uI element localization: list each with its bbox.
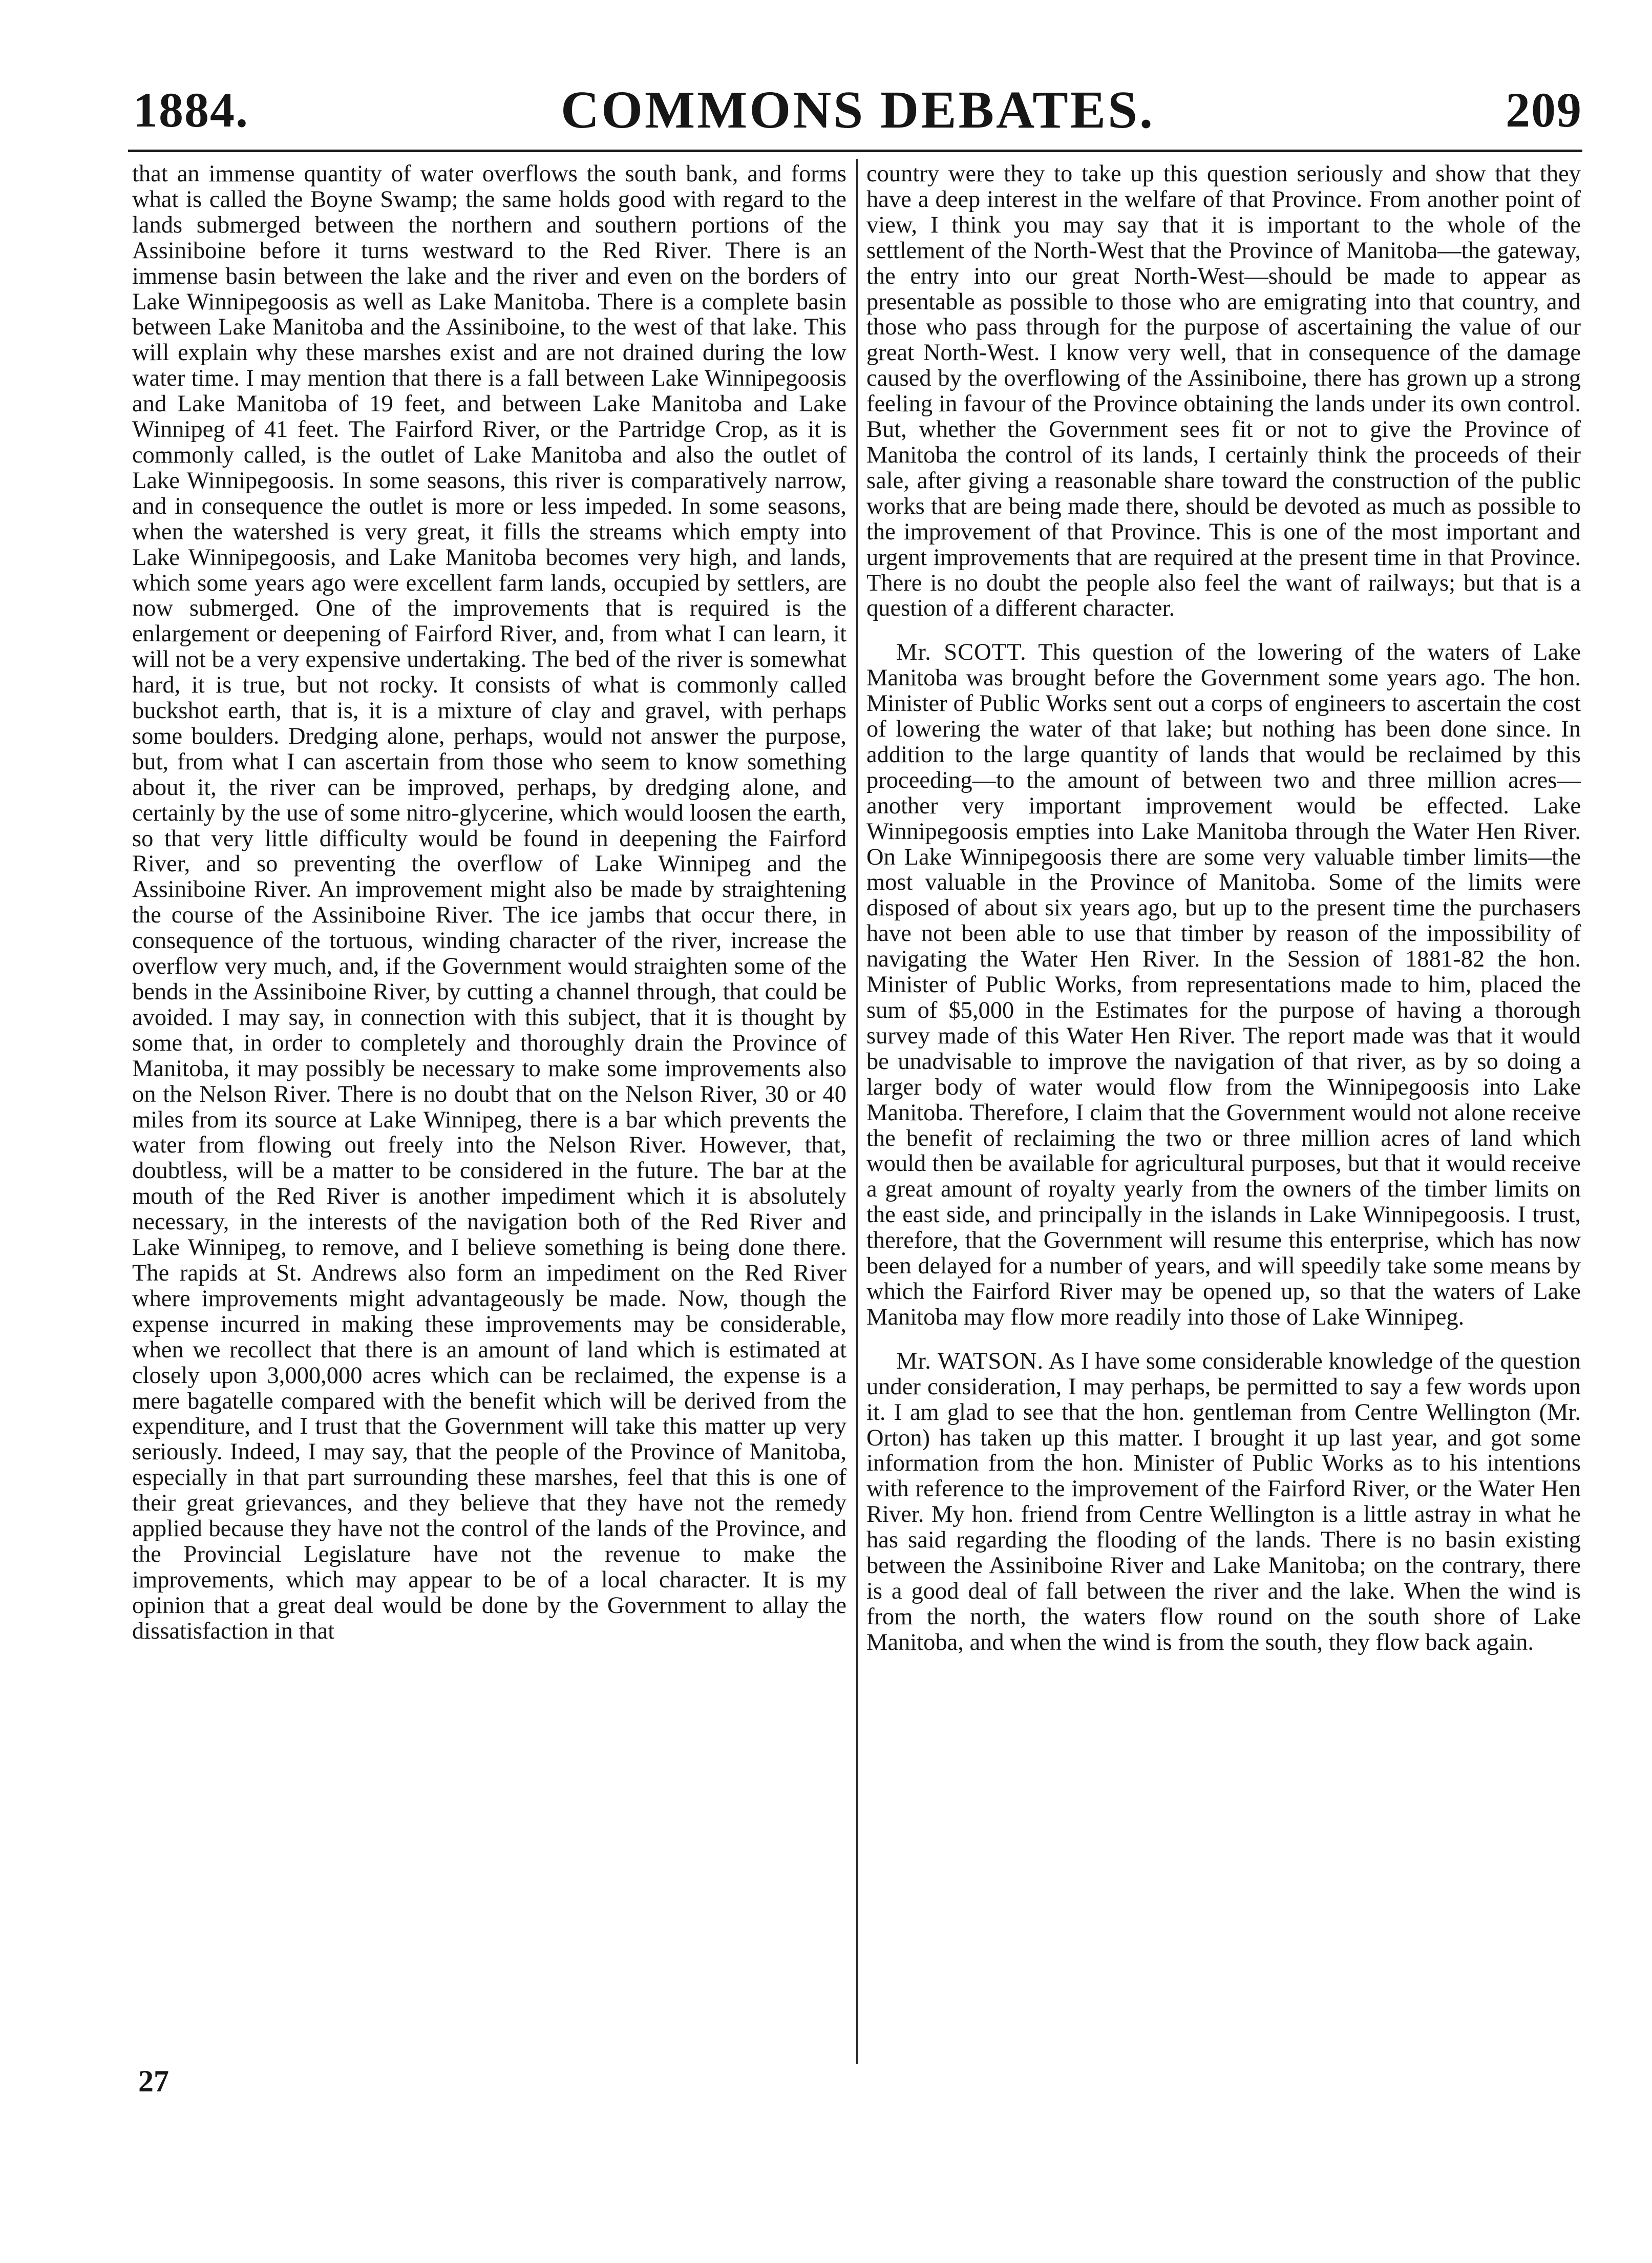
speech-watson [866,1349,1581,1656]
speech-text: This question of the lowering of the waters of Lake Manitoba was brought before the Government some years ago. The hon. Minister of Public Works sent out a corps of engineers to ascertain the cost of lowering the water of that lake; but nothing has been done since. In addition to the large quantity of lands that would be reclaimed by this proceeding—to the amount of between two and three million acres—another very important improvement would be effected. Lake Winnipegoosis empties into Lake Manitoba through the Water Hen River. On Lake Winnipegoosis there are some very valuable timber limits—the most valuable in the Province of Manitoba. Some of the limits were disposed of about six years ago, but up to the present time the purchasers have not been able to use that timber by reason of the impossibility of navigating the Water Hen River. In the Session of 1881-82 the hon. Minister of Public Works, from representations made to him, placed the sum of $5,000 in the Estimates for the purpose of having a thorough survey made of this Water Hen River. The report made was that it would be unadvisable to improve the navigation of that river, as by so doing a larger body of water would flow from the Winnipegoosis into Lake Manitoba. Therefore, I claim that the Government would not alone receive the benefit of reclaiming the two or three million acres of land which would then be available for agricultural purposes, but that it would receive a great amount of royalty yearly from the owners of the timber limits on the east side, and principally in the islands in Lake Winnipegoosis. I trust, therefore, that the Government will resume this enterprise, which has now been delayed for a number of years, and will speedily take some means by which the Fairford River may be opened up, so that the waters of Lake Manitoba may flow more readily into those of Lake Winnipeg. [866,639,1581,1330]
header-title: COMMONS DEBATES. [561,80,1155,139]
left-paragraph: that an immense quantity of water overflows the south bank, and forms what is called the Boyne Swamp; the same holds good with regard to the lands submerged between the northern and southern portions of the Assiniboine before it turns westward to the Red River. There is an immense basin between the lake and the river and even on the borders of Lake Winnipegoosis as well as Lake Manitoba. There is a complete basin between Lake Manitoba and the Assiniboine, to the west of that lake. This will explain why these marshes exist and are not drained during the low water time. I may mention that there is a fall between Lake Winnipegoosis and Lake Manitoba of 19 feet, and between Lake Manitoba and Lake Winnipeg of 41 feet. The Fairford River, or the Partridge Crop, as it is commonly called, is the outlet of Lake Manitoba and also the outlet of Lake Winnipegoosis. In some seasons, this river is comparatively narrow, and in consequence the outlet is more or less impeded. In some seasons, when the watershed is very great, it fills the streams which empty into Lake Winnipegoosis, and Lake Manitoba becomes very high, and lands, which some years ago were excellent farm lands, occupied by settlers, are now submerged. One of the improvements that is required is the enlargement or deepening of Fairford River, and, from what I can learn, it will not be a very expensive undertaking. The bed of the river is somewhat hard, it is true, but not rocky. It consists of what is commonly called buckshot earth, that is, it is a mixture of clay and gravel, with perhaps some boulders. Dredging alone, perhaps, would not answer the purpose, but, from what I can ascertain from those who seem to know something about it, the river can be improved, perhaps, by dredging alone, and certainly by the use of some nitro-glycerine, which would loosen the earth, so that very little difficulty would be found in deepening the Fairford River, and so preventing the overflow of Lake Winnipeg and the Assiniboine River. An improvement might also be made by straightening the course of the Assiniboine River. The ice jambs that occur there, in consequence of the tortuous, winding character of the river, increase the overflow very much, and, if the Government would straighten some of the bends in the Assiniboine River, by cutting a channel through, that could be avoided. I may say, in connection with this subject, that it is thought by some that, in order to completely and thoroughly drain the Province of Manitoba, it may possibly be necessary to make some improvements also on the Nelson River. There is no doubt that on the Nelson River, 30 or 40 miles from its source at Lake Winnipeg, there is a bar which prevents the water from flowing out freely into the Nelson River. However, that, doubtless, will be a matter to be considered in the future. The bar at the mouth of the Red River is another impediment which it is absolutely necessary, in the interests of the navigation both of the Red River and Lake Winnipeg, to remove, and I believe something is being done there. The rapids at St. Andrews also form an impediment on the Red River where improvements might advantageously be made. Now, though the expense incurred in making these improvements may be considerable, when we recollect that there is an amount of land which is estimated at closely upon 3,000,000 acres which can be reclaimed, the expense is a mere bagatelle compared with the benefit which will be derived from the expenditure, and I trust that the Government will take this matter up very seriously. Indeed, I may say, that the people of the Province of Manitoba, especially in that part surrounding these marshes, feel that this is one of their great grievances, and they believe that they have not the remedy applied because they have not the control of the lands of the Province, and the Provincial Legislature have not the revenue to make the improvements, which may appear to be of a local character. It is my opinion that a great deal would be done by the Government to allay the dissatisfaction in that [132,161,846,1644]
header-year: 1884. [133,82,249,137]
speaker-name: Mr. SCOTT. [896,639,1027,666]
continuation-paragraph: country were they to take up this question seriously and show that they have a deep interest in the welfare of that Province. From another point of view, I think you may say that it is important to the whole of the settlement of the North-West that the Province of Manitoba—the gateway, the entry into our great North-West—should be made to appear as presentable as possible to those who are emigrating into that country, and those who pass through for the purpose of ascertaining the value of our great North-West. I know very well, that in consequence of the damage caused by the overflowing of the Assiniboine, there has grown up a strong feeling in favour of the Province obtaining the lands under its own control. But, whether the Government sees fit or not to give the Province of Manitoba the control of its lands, I certainly think the proceeds of their sale, after giving a reasonable share toward the construction of the public works that are being made there, should be devoted as much as possible to the improvement of that Province. This is one of the most important and urgent improvements that are required at the present time in that Province. There is no doubt the people also feel the want of railways; but that is a question of a different character. [866,161,1581,622]
speaker-name: Mr. WATSON. [896,1348,1044,1374]
speech-scott [866,640,1581,1330]
right-column [866,161,1581,1656]
header-rule [128,150,1582,152]
signature-mark: 27 [138,2064,169,2098]
page-header [133,77,1582,143]
column-divider [856,159,858,2064]
left-column [132,161,846,1644]
speech-text: As I have some considerable knowledge of the question under consideration, I may perhaps, be permitted to say a few words upon it. I am glad to see that the hon. gentleman from Centre Wellington (Mr. Orton) has taken up this matter. I brought it up last year, and got some information from the hon. Minister of Public Works as to his intentions with reference to the improvement of the Fairford River, or the Water Hen River. My hon. friend from Centre Wellington is a little astray in what he has said regarding the flooding of the lands. There is no basin existing between the Assiniboine River and Lake Manitoba; on the contrary, there is a good deal of fall between the river and the lake. When the wind is from the north, the waters flow round on the south shore of Lake Manitoba, and when the wind is from the south, they flow back again. [866,1348,1581,1656]
header-page-number: 209 [1506,82,1582,137]
